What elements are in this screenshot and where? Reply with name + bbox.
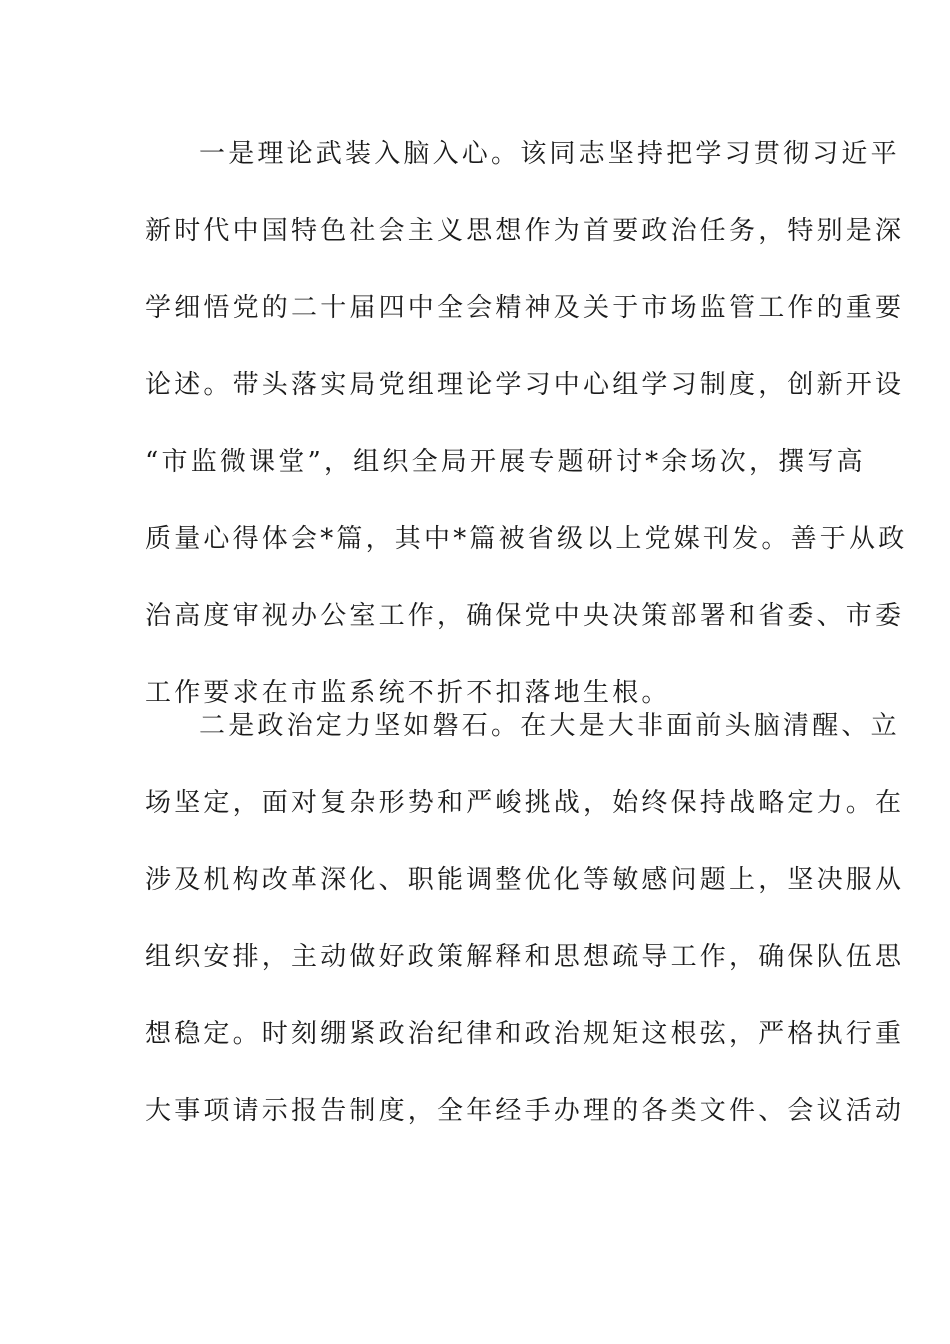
paragraph-line: 大事项请示报告制度，全年经手办理的各类文件、会议活动 xyxy=(145,1096,905,1126)
paragraph-political-resolve xyxy=(145,706,905,1168)
paragraph-line: 一是理论武装入脑入心。该同志坚持把学习贯彻习近平 xyxy=(199,139,900,169)
paragraph-line: 学细悟党的二十届四中全会精神及关于市场监管工作的重要 xyxy=(145,293,905,323)
paragraph-line: 论述。带头落实局党组理论学习中心组学习制度，创新开设 xyxy=(145,370,905,400)
paragraph-line: 场坚定，面对复杂形势和严峻挑战，始终保持战略定力。在 xyxy=(145,788,905,818)
paragraph-theory-study xyxy=(145,134,908,750)
paragraph-line: 治高度审视办公室工作，确保党中央决策部署和省委、市委 xyxy=(145,601,905,631)
paragraph-line: 涉及机构改革深化、职能调整优化等敏感问题上，坚决服从 xyxy=(145,865,905,895)
paragraph-line: 工作要求在市监系统不折不扣落地生根。 xyxy=(145,678,671,708)
paragraph-line: 新时代中国特色社会主义思想作为首要政治任务，特别是深 xyxy=(145,216,905,246)
paragraph-line: “市监微课堂”，组织全局开展专题研讨*余场次，撰写高 xyxy=(145,447,866,477)
paragraph-line: 组织安排，主动做好政策解释和思想疏导工作，确保队伍思 xyxy=(145,942,905,972)
paragraph-line: 质量心得体会*篇，其中*篇被省级以上党媒刊发。善于从政 xyxy=(145,524,908,554)
paragraph-line: 想稳定。时刻绷紧政治纪律和政治规矩这根弦，严格执行重 xyxy=(145,1019,905,1049)
paragraph-line: 二是政治定力坚如磐石。在大是大非面前头脑清醒、立 xyxy=(199,711,900,741)
